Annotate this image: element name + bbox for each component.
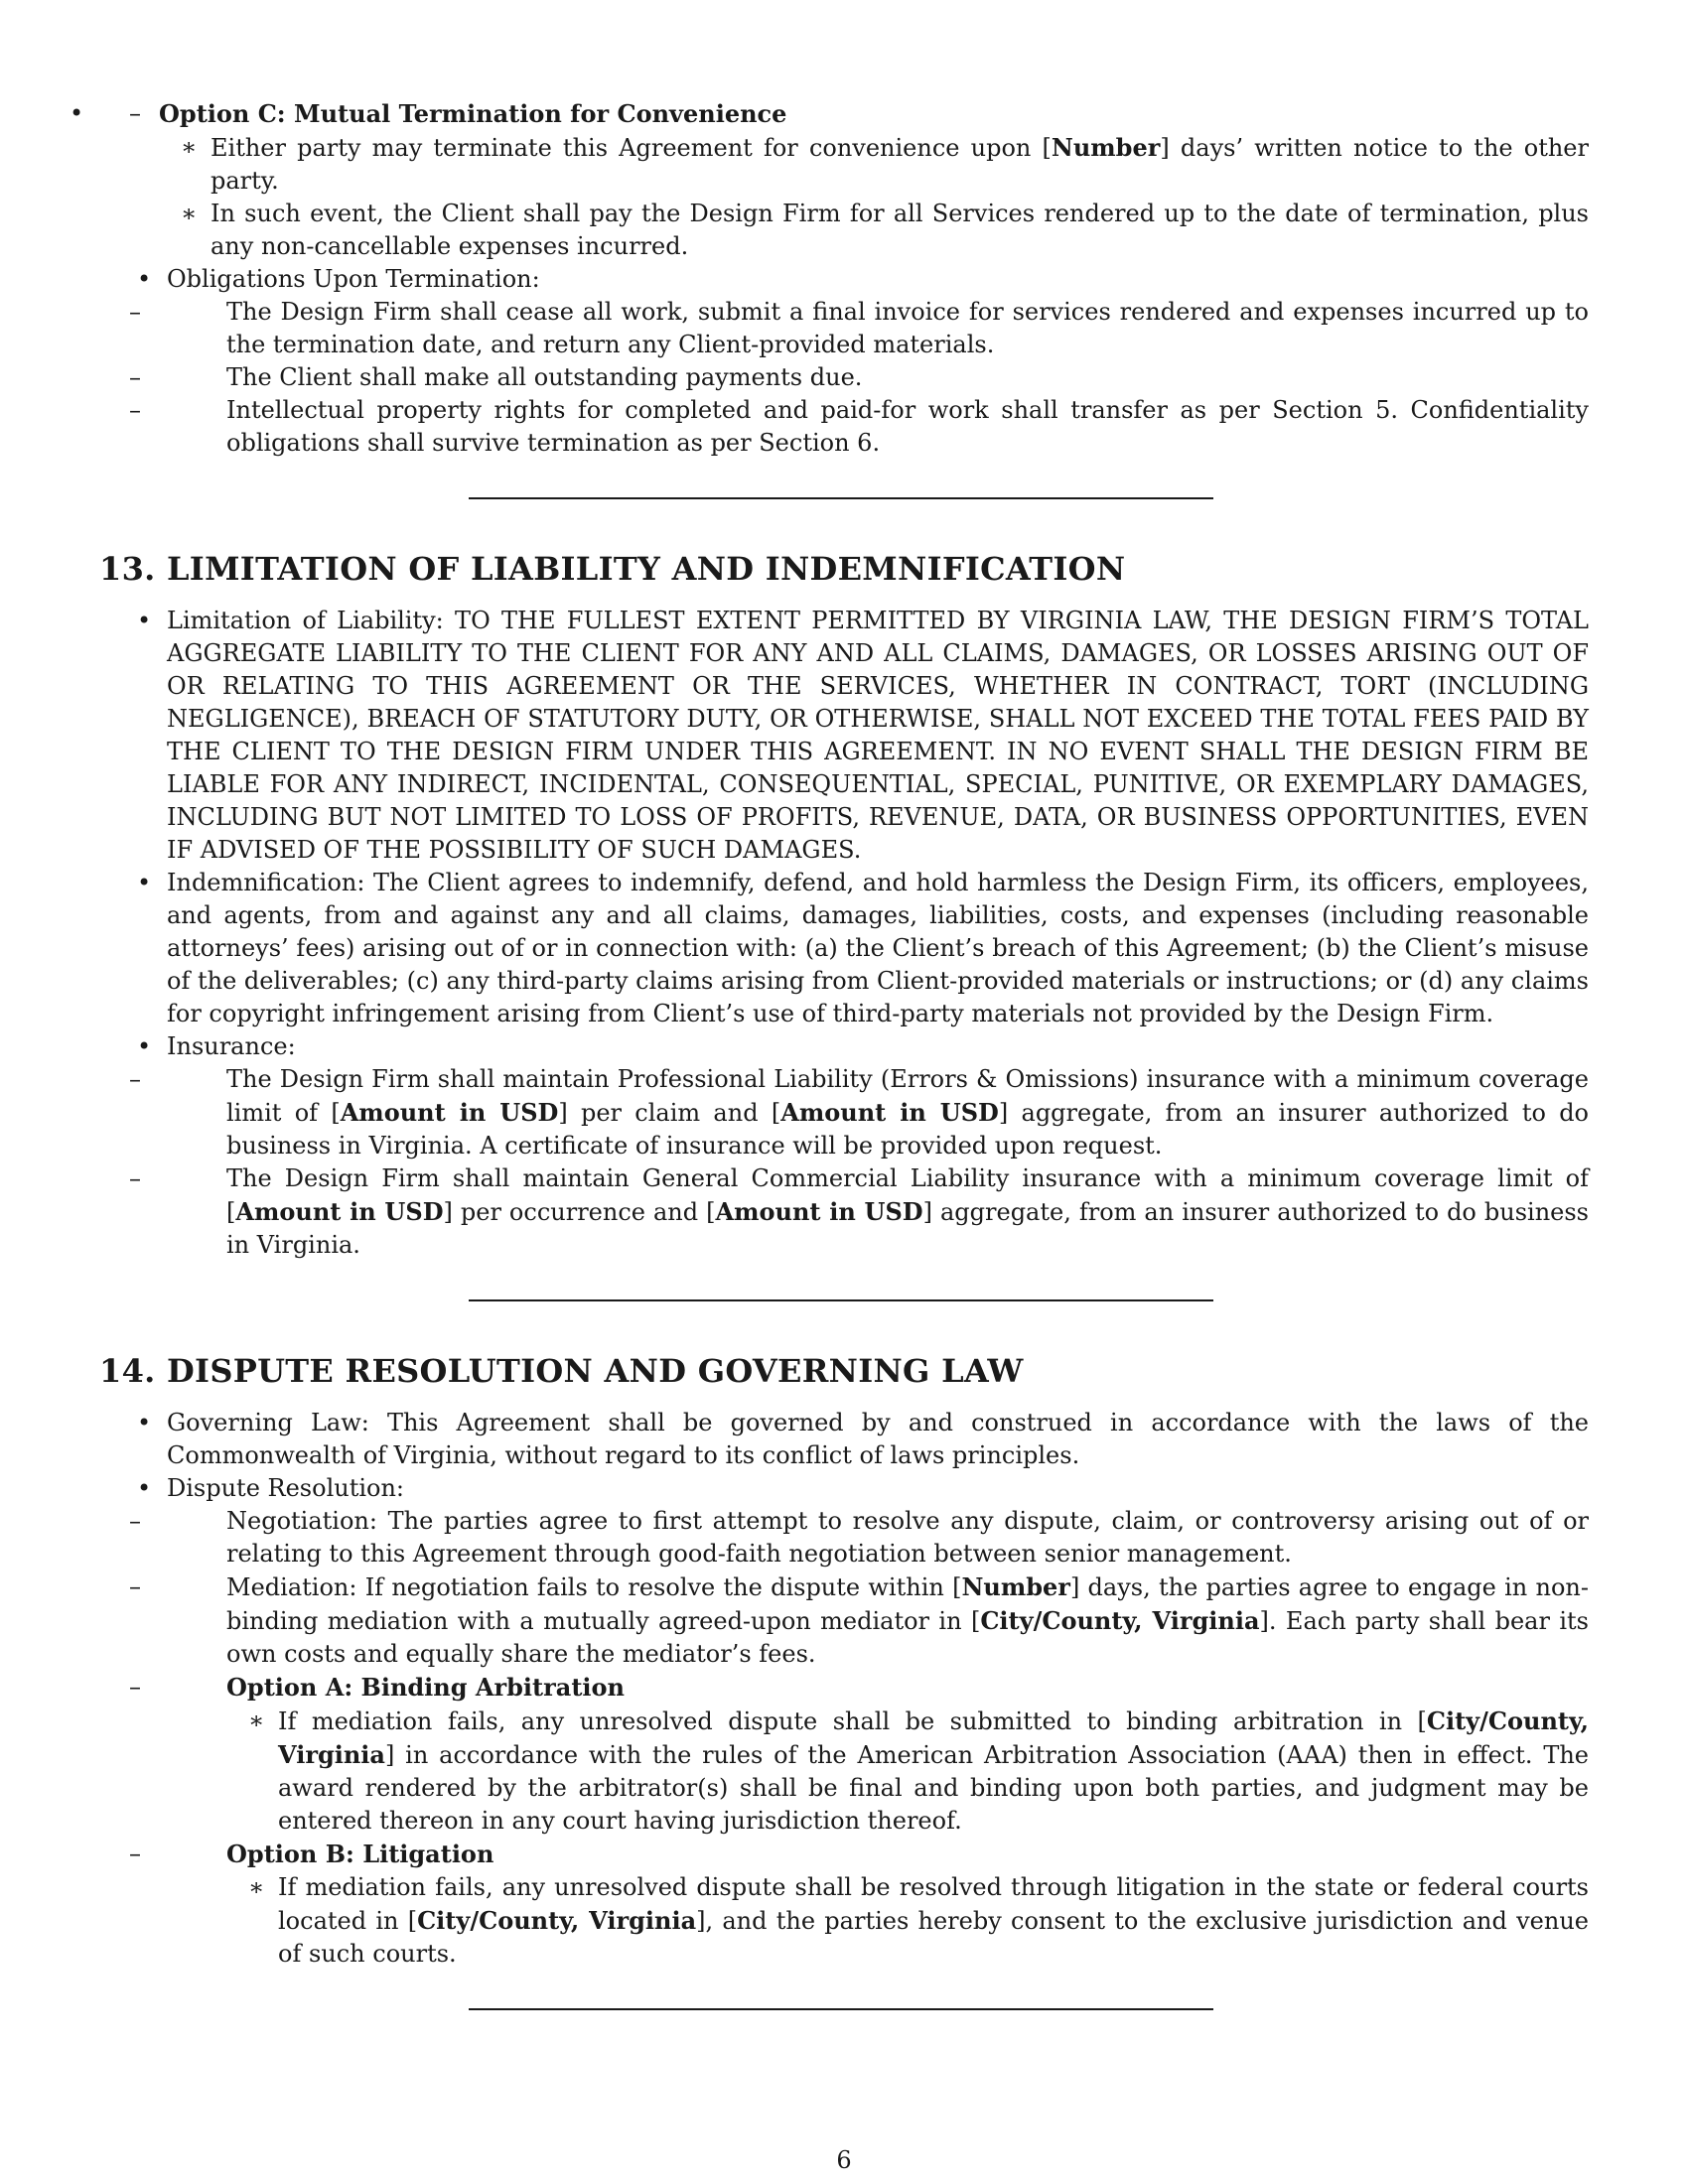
option-a-arbitration: ∗ If mediation fails, any unresolved dispute shall be submitted to binding arbitration in [City/County, Virginia] in accordance with the rules of the American Arbitration Association (AAA) then in effect. The award rendered by the arbitrator(s) shall be final and binding upon both parties, and judgment may be entered thereon in any court having jurisdiction thereof. [226,1705,1589,1838]
section-divider [469,497,1213,499]
indemnification: • Indemnification: The Client agrees to indemnify, defend, and hold harmless the Design Firm, its officers, employees, and agents, from and against any and all claims, damages, liabilities, costs, and expenses (including reasonable attorneys’ fees) arising out of or in connection with: (a) the Client’s breach of this Agreement; (b) the Client’s misuse of the deliverables; (c) any third-party claims arising from Client-provided materials or instructions; or (d) any claims for copyright infringement arising from Client’s use of third-party materials not provided by the Design Firm. [99,867,1589,1030]
obligation-ip-rights: – Intellectual property rights for completed and paid-for work shall transfer as per Section 5. Confidentiality obligations shall survive termination as per Section 6. [99,394,1589,460]
option-b-item [99,1838,1589,1971]
insurance-item [99,1030,1589,1262]
placeholder-location: City/County, Virginia [278,1706,1589,1769]
document-page [99,97,1589,2010]
section-13-heading: 13. LIMITATION OF LIABILITY AND INDEMNIFICATION [99,550,1126,588]
section-14-heading: 14. DISPUTE RESOLUTION AND GOVERNING LAW [99,1352,1024,1390]
negotiation: – Negotiation: The parties agree to first attempt to resolve any dispute, claim, or controversy arising out of or relating to this Agreement through good-faith negotiation between senior management. [99,1505,1589,1570]
professional-liability-insurance: – The Design Firm shall maintain Professional Liability (Errors & Omissions) insurance with a minimum coverage limit of [Amount in USD] per claim and [Amount in USD] aggregate, from an insurer authorized to do business in Virginia. A certificate of insurance will be provided upon request. [99,1063,1589,1162]
placeholder-number: Number [961,1572,1070,1601]
option-c-payment: ∗ In such event, the Client shall pay the Design Firm for all Services rendered up to the date of termination, plus any non-cancellable expenses incurred. [159,198,1589,263]
option-b-litigation: ∗ If mediation fails, any unresolved dispute shall be resolved through litigation in the state or federal courts located in [City/County, Virginia], and the parties hereby consent to the exclusive jurisdiction and venue of such courts. [226,1871,1589,1971]
option-c-notice: ∗ Either party may terminate this Agreement for convenience upon [Number] days’ written notice to the other party. [159,131,1589,198]
option-c-sublist [159,131,1589,263]
placeholder-location: City/County, Virginia [417,1906,697,1935]
option-b-sublist [226,1871,1589,1971]
placeholder-location: City/County, Virginia [980,1606,1260,1635]
placeholder-amount: Amount in USD [235,1197,444,1226]
obligations-list [99,263,1589,460]
option-c-item [99,97,1589,263]
placeholder-amount: Amount in USD [340,1098,559,1127]
obligation-cease-work: – The Design Firm shall cease all work, submit a final invoice for services rendered and expenses incurred up to the termination date, and return any Client-provided materials. [99,296,1589,361]
option-a-item [99,1671,1589,1838]
option-c-title: Option C: Mutual Termination for Convenience [159,99,787,128]
page-number: 6 [836,2146,852,2174]
dispute-resolution-item [99,1472,1589,1971]
dispute-resolution-label: Dispute Resolution: [167,1474,405,1502]
obligations-label: Obligations Upon Termination: [167,265,540,293]
insurance-sublist [99,1063,1589,1262]
mediation: – Mediation: If negotiation fails to resolve the dispute within [Number] days, the parties agree to engage in non-binding mediation with a mutually agreed-upon mediator in [City/County, Virginia]. Each party shall bear its own costs and equally share the mediator’s fees. [99,1570,1589,1671]
termination-continuation [32,97,1589,263]
termination-container [32,97,1589,263]
section-13-list [99,605,1589,1262]
limitation-of-liability: • Limitation of Liability: TO THE FULLEST EXTENT PERMITTED BY VIRGINIA LAW, THE DESIGN FIRM’S TOTAL AGGREGATE LIABILITY TO THE CLIENT FOR ANY AND ALL CLAIMS, DAMAGES, OR LOSSES ARISING OUT OF OR RELATING TO THIS AGREEMENT OR THE SERVICES, WHETHER IN CONTRACT, TORT (INCLUDING NEGLIGENCE), BREACH OF STATUTORY DUTY, OR OTHERWISE, SHALL NOT EXCEED THE TOTAL FEES PAID BY THE CLIENT TO THE DESIGN FIRM UNDER THIS AGREEMENT. IN NO EVENT SHALL THE DESIGN FIRM BE LIABLE FOR ANY INDIRECT, INCIDENTAL, CONSEQUENTIAL, SPECIAL, PUNITIVE, OR EXEMPLARY DAMAGES, INCLUDING BUT NOT LIMITED TO LOSS OF PROFITS, REVENUE, DATA, OR BUSINESS OPPORTUNITIES, EVEN IF ADVISED OF THE POSSIBILITY OF SUCH DAMAGES. [99,605,1589,867]
termination-options-list [32,97,1589,263]
placeholder-number: Number [1051,133,1161,162]
section-divider [469,2008,1213,2010]
placeholder-amount: Amount in USD [780,1098,999,1127]
placeholder-amount: Amount in USD [715,1197,923,1226]
option-a-title: Option A: Binding Arbitration [226,1673,625,1702]
obligations-item [99,263,1589,460]
option-a-sublist [226,1705,1589,1838]
general-liability-insurance: – The Design Firm shall maintain General Commercial Liability insurance with a minimum coverage limit of [Amount in USD] per occurrence and [Amount in USD] aggregate, from an insurer authorized to do business in Virginia. [99,1162,1589,1262]
obligation-payments: – The Client shall make all outstanding payments due. [99,361,1589,394]
section-14-list [99,1407,1589,1971]
section-divider [469,1299,1213,1301]
dispute-sublist [99,1505,1589,1971]
governing-law: • Governing Law: This Agreement shall be governed by and construed in accordance with the laws of the Commonwealth of Virginia, without regard to its conflict of laws principles. [99,1407,1589,1472]
insurance-label: Insurance: [167,1032,296,1060]
option-b-title: Option B: Litigation [226,1840,494,1868]
obligations-sublist [99,296,1589,460]
